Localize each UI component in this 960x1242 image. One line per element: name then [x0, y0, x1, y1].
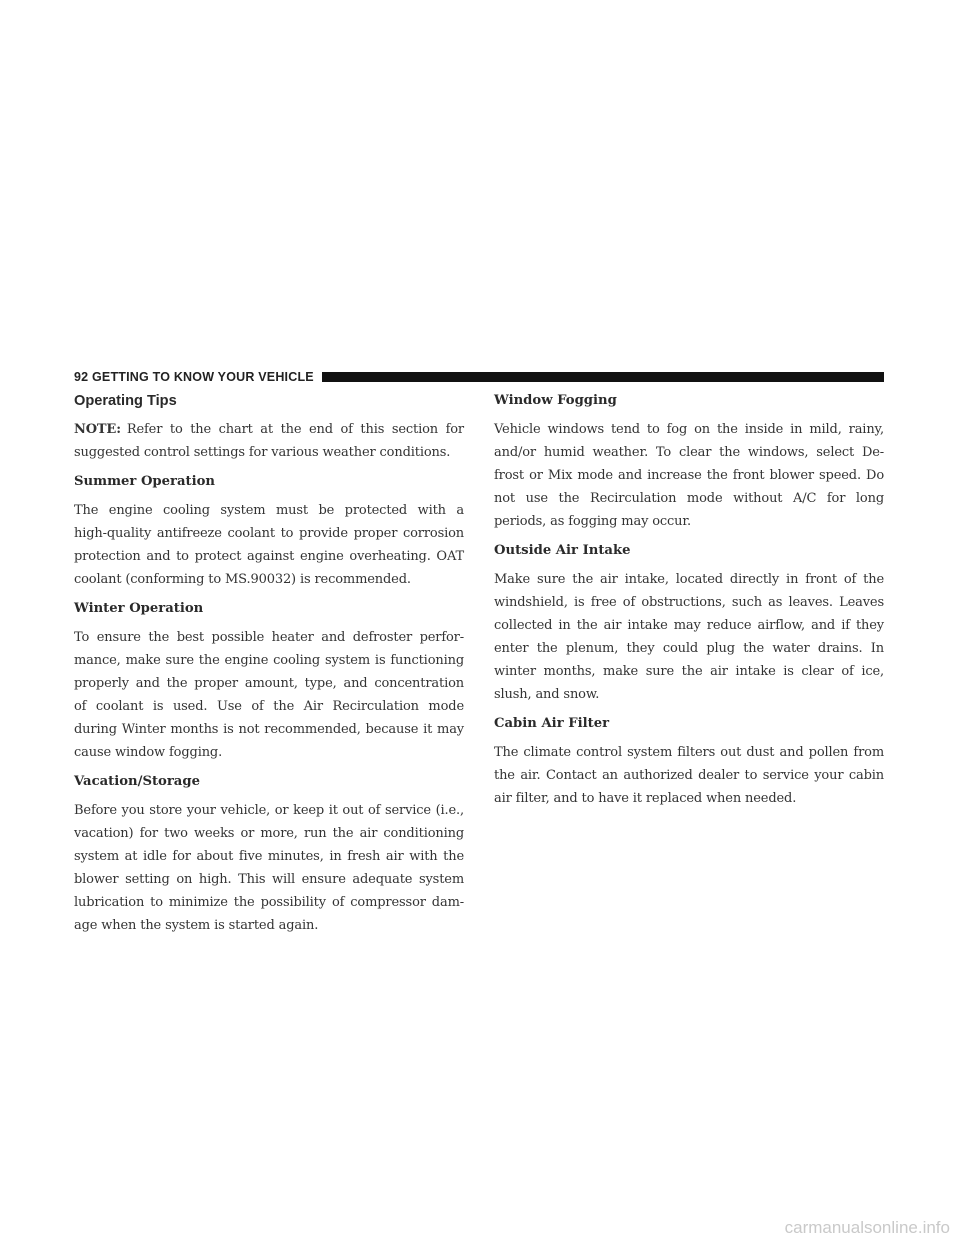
paragraph-line: mance, make sure the engine cooling system is functioning [74, 653, 464, 668]
paragraph-line: during Winter months is not recommended, because it may [74, 722, 464, 737]
window-fogging-heading: Window Fogging [494, 393, 617, 408]
winter-operation-paragraph [74, 626, 464, 764]
paragraph-line: coolant (conforming to MS.90032) is recommended. [74, 572, 411, 587]
summer-operation-heading: Summer Operation [74, 474, 216, 489]
header-rule [322, 372, 884, 382]
left-column [74, 391, 464, 945]
note-paragraph [74, 418, 464, 464]
paragraph-line: cause window fogging. [74, 745, 223, 760]
paragraph-line: lubrication to minimize the possibility of compressor dam- [74, 895, 464, 910]
outside-air-intake-paragraph [494, 568, 884, 706]
paragraph-line: of coolant is used. Use of the Air Recirculation mode [74, 699, 464, 714]
paragraph-line: frost or Mix mode and increase the front blower speed. Do [494, 468, 884, 483]
vacation-storage-paragraph [74, 799, 464, 937]
paragraph-line: Vehicle windows tend to fog on the inside in mild, rainy, [494, 422, 884, 437]
paragraph-line: properly and the proper amount, type, and concentration [74, 676, 464, 691]
cabin-air-filter-heading: Cabin Air Filter [494, 716, 610, 731]
section-title: GETTING TO KNOW YOUR VEHICLE [92, 370, 314, 384]
paragraph-line: enter the plenum, they could plug the water drains. In [494, 641, 884, 656]
section-heading-operating-tips: Operating Tips [74, 393, 177, 409]
paragraph-line: The climate control system filters out dust and pollen from [494, 745, 884, 760]
cabin-air-filter-paragraph [494, 741, 884, 810]
window-fogging-paragraph [494, 418, 884, 533]
summer-operation-paragraph [74, 499, 464, 591]
page-number: 92 [74, 370, 89, 384]
paragraph-line: the air. Contact an authorized dealer to service your cabin [494, 768, 884, 783]
paragraph-line: windshield, is free of obstructions, such as leaves. Leaves [494, 595, 884, 610]
paragraph-line: blower setting on high. This will ensure adequate system [74, 872, 464, 887]
paragraph-line: To ensure the best possible heater and defroster perfor- [74, 630, 464, 645]
paragraph-line: Before you store your vehicle, or keep it out of service (i.e., [74, 803, 464, 818]
note-label: NOTE: [74, 422, 121, 437]
paragraph-line: protection and to protect against engine overheating. OAT [74, 549, 464, 564]
paragraph-line: winter months, make sure the air intake is clear of ice, [494, 664, 884, 679]
right-column [494, 391, 884, 818]
note-line: Refer to the chart at the end of this section for [126, 422, 464, 437]
outside-air-intake-heading: Outside Air Intake [494, 543, 631, 558]
page-header-label [74, 370, 314, 384]
paragraph-line: Make sure the air intake, located directly in front of the [494, 572, 884, 587]
paragraph-line: and/or humid weather. To clear the windows, select De- [494, 445, 884, 460]
paragraph-line: air filter, and to have it replaced when needed. [494, 791, 797, 806]
paragraph-line: age when the system is started again. [74, 918, 319, 933]
paragraph-line: The engine cooling system must be protected with a [74, 503, 464, 518]
note-line: suggested control settings for various weather conditions. [74, 445, 451, 460]
paragraph-line: periods, as fogging may occur. [494, 514, 692, 529]
paragraph-line: vacation) for two weeks or more, run the air conditioning [74, 826, 464, 841]
watermark: carmanualsonline.info [784, 1218, 950, 1237]
page-header [74, 369, 884, 385]
paragraph-line: collected in the air intake may reduce airflow, and if they [494, 618, 884, 633]
vacation-storage-heading: Vacation/Storage [74, 774, 200, 789]
paragraph-line: not use the Recirculation mode without A/C for long [494, 491, 884, 506]
paragraph-line: high-quality antifreeze coolant to provide proper corrosion [74, 526, 464, 541]
paragraph-line: slush, and snow. [494, 687, 600, 702]
winter-operation-heading: Winter Operation [74, 601, 204, 616]
paragraph-line: system at idle for about five minutes, in fresh air with the [74, 849, 464, 864]
